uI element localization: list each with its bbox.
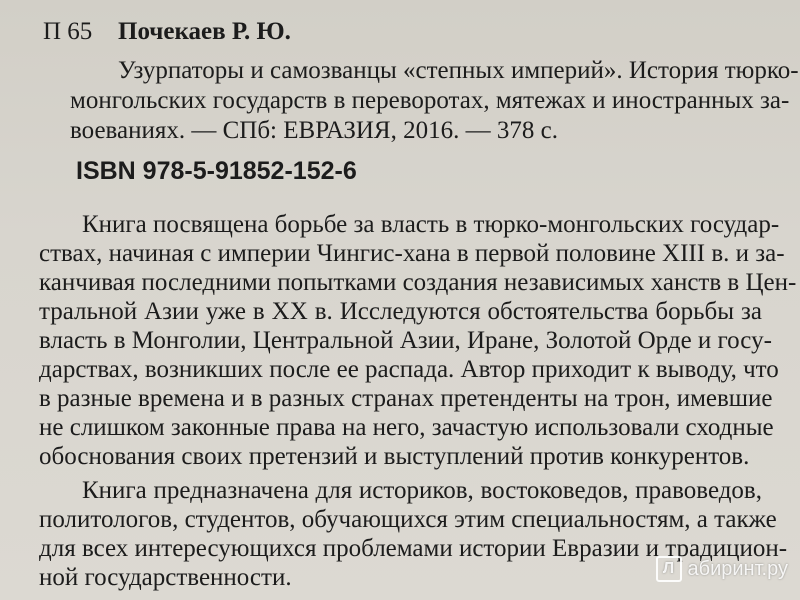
catalog-code: П 65 xyxy=(43,18,93,45)
abstract-line: дарствах, возникших после ее распада. Автор приходит к выводу, что xyxy=(39,356,779,383)
audience-line: ной государственности. xyxy=(39,564,292,591)
audience-line: Книга предназначена для историков, востоковедов, правоведов, xyxy=(82,477,762,504)
audience-line: для всех интересующихся проблемами истории Евразии и традицион- xyxy=(39,535,788,562)
labirint-watermark xyxy=(656,556,789,582)
bibliography-line: воеваниях. — СПб: ЕВРАЗИЯ, 2016. — 378 с. xyxy=(70,117,558,144)
abstract-line: Книга посвящена борьбе за власть в тюрко-монгольских государ- xyxy=(82,211,780,238)
abstract-line: канчивая последними попытками создания независимых ханств в Цен- xyxy=(39,269,797,296)
audience-line: политологов, студентов, обучающихся этим специальностям, а также xyxy=(39,506,777,533)
abstract-line: обоснования своих претензий и выступлений против конкурентов. xyxy=(39,443,750,470)
abstract-line: ствах, начиная с империи Чингис-хана в первой половине XIII в. и за- xyxy=(39,240,785,267)
author-line: Почекаев Р. Ю. xyxy=(118,18,291,45)
isbn: ISBN 978-5-91852-152-6 xyxy=(76,157,357,185)
labirint-logo-icon: Л xyxy=(656,556,682,582)
watermark-text: абиринт.ру xyxy=(687,557,788,580)
abstract-line: не слишком законные права на него, зачастую использовали сходные xyxy=(39,414,774,441)
abstract-line: власть в Монголии, Центральной Азии, Иране, Золотой Орде и госу- xyxy=(39,327,772,354)
bibliography-line: монгольских государств в переворотах, мятежах и иностранных за- xyxy=(70,87,790,114)
abstract-line: тральной Азии уже в XX в. Исследуются обстоятельства борьбы за xyxy=(39,298,762,325)
abstract-line: в разные времена и в разных странах претенденты на трон, имевшие xyxy=(39,385,773,412)
bibliography-line: Узурпаторы и самозванцы «степных империй». История тюрко- xyxy=(118,57,799,84)
